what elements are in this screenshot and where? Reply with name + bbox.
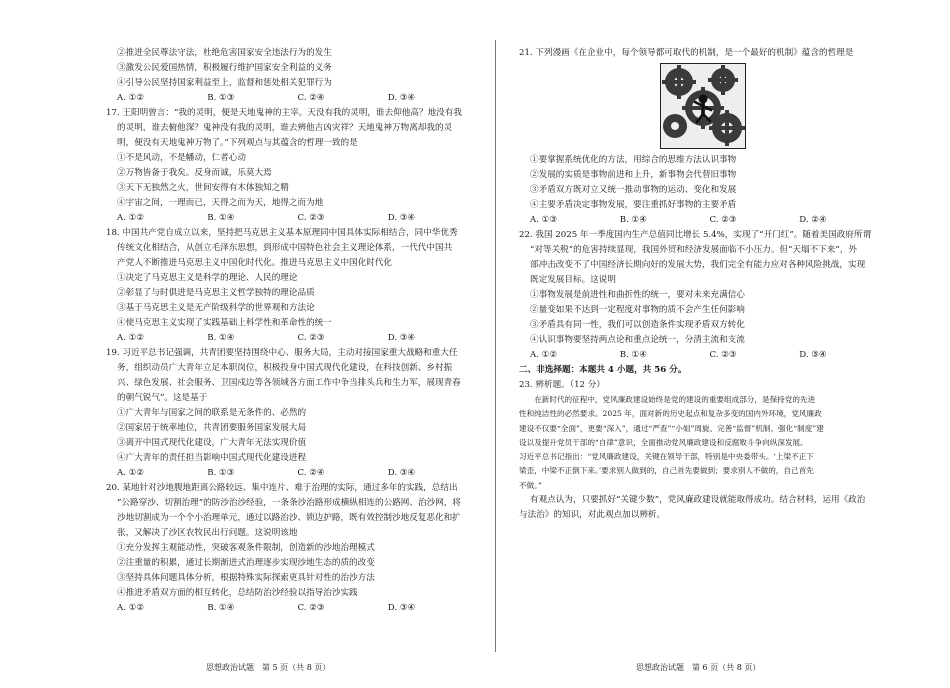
choice-a: A. ①② <box>117 333 145 343</box>
question-stem: 张，又解决了沙区农牧民出行问题。这说明该地 <box>117 528 298 538</box>
question-17 <box>106 106 478 226</box>
choice-d: D. ③④ <box>387 93 416 103</box>
choice-c: C. ②④ <box>297 468 325 478</box>
choice-b: B. ①④ <box>619 215 647 225</box>
option-item: ③激发公民爱国热情，积极履行维护国家安全利益的义务 <box>117 63 332 73</box>
material-text: 性和纯洁性的必然要求。2025 年，面对新的历史起点和复杂多变的国内外环境，党风廉政 <box>519 409 822 419</box>
question-stem: 的灵明，谁去俯他深？鬼神没有我的灵明，谁去辨他吉凶灾祥？天地鬼神万物离却我的灵 <box>117 123 453 133</box>
option-item: ②量变如果不达到一定程度对事物的质不会产生任何影响 <box>530 305 745 315</box>
material-text: 设以及提升党员干部的“自律”意识，全面推动党风廉政建设和反腐败斗争向纵深发展。 <box>519 437 808 447</box>
question-stem: 18. 中国共产党自成立以来，坚持把马克思主义基本原理同中国具体实际相结合，同中华优秀 <box>106 228 458 238</box>
question-stem: 20. 某地针对沙地腹地距离公路较远、集中连片、难于治理的实际，通过多年的实践，总结出 <box>106 483 458 493</box>
gear-machine-icon <box>661 64 745 148</box>
option-item: ①充分发挥主观能动性，突破客观条件限制，创造新的沙地治理模式 <box>117 543 375 553</box>
choice-c: C. ②③ <box>297 603 325 613</box>
option-item: ④使马克思主义实现了实践基础上科学性和革命性的统一 <box>117 318 332 328</box>
answer-choices <box>106 466 478 481</box>
question-stem: 既定发展目标。这说明 <box>530 275 616 285</box>
choice-b: B. ①③ <box>207 93 235 103</box>
question-22 <box>519 228 889 363</box>
question-stem: “对等关税”的危害持续显现，我国外贸和经济发展面临不小压力。但“天塌不下来”，外 <box>530 245 857 255</box>
choice-a: A. ①③ <box>530 215 558 225</box>
option-item: ①决定了马克思主义是科学的理论、人民的理论 <box>117 273 298 283</box>
question-heading: 23. 辨析题。（12 分） <box>519 380 605 390</box>
choice-d: D. ③④ <box>387 468 416 478</box>
choice-d: D. ③④ <box>387 333 416 343</box>
page-6-column <box>519 46 889 523</box>
question-18 <box>106 226 478 346</box>
material-text: 在新时代的征程中，党风廉政建设始终是党的建设的重要组成部分，是保持党的先进 <box>534 395 816 404</box>
option-item: ②彰显了与时俱进是马克思主义哲学独特的理论品质 <box>117 288 315 298</box>
choice-c: C. ②④ <box>297 93 325 103</box>
question-20 <box>106 481 478 616</box>
option-item: ④认识事物要坚持两点论和重点论统一，分清主流和支流 <box>530 335 745 345</box>
choice-b: B. ①④ <box>207 333 235 343</box>
option-item: ②注重量的积累，通过长期渐进式治理逐步实现沙地生态的质的改变 <box>117 558 375 568</box>
choice-a: A. ①② <box>117 468 145 478</box>
choice-d: D. ③④ <box>799 350 827 360</box>
question-stem: 17. 王阳明曾言：“我的灵明，便是天地鬼神的主宰。天没有我的灵明，谁去仰他高？地没有我 <box>106 108 462 118</box>
material-text: 梁歪，中梁不正倒下来。’要求别人做到的，自己首先要做到；要求别人不做的，自己首先 <box>519 466 814 476</box>
page-5-column <box>106 46 478 616</box>
option-item: ③基于马克思主义是无产阶级科学的世界观和方法论 <box>117 303 315 313</box>
material-text: 习近平总书记指出：“党风廉政建设，关键在领导干部，特别是中央委带头。‘上梁不正下 <box>519 452 814 462</box>
question-stem: 务，组织动员广大青年立足本职岗位，积极投身中国式现代化建设，在科技创新、乡村振 <box>117 363 453 373</box>
option-item: ③坚持具体问题具体分析，根据特殊实际探索更具针对性的治沙方法 <box>117 573 375 583</box>
question-stem: 产党人不断推进马克思主义中国化时代化。推进马克思主义中国化时代化 <box>117 258 393 268</box>
gears-cartoon-image <box>660 63 746 149</box>
option-item: ④宇宙之间，一理而已，天得之而为天，地得之而为地 <box>117 198 324 208</box>
page-footer-left: 思想政治试题 第 5 页（共 8 页） <box>206 663 331 672</box>
answer-choices <box>106 91 478 106</box>
material-text: 建设不仅要“全面”，更要“深入”，通过“严查”“小姐”周旋、完善“监督”机制、强化“制度”建 <box>519 423 824 433</box>
option-item: ②发展的实质是事物前进和上升，新事物会代替旧事物 <box>530 170 737 180</box>
choice-d: D. ③④ <box>387 603 416 613</box>
choice-c: C. ②③ <box>297 213 325 223</box>
question-stem: 19. 习近平总书记强调，共青团要坚持围绕中心、服务大局，主动对接国家重大战略和重大任 <box>106 348 458 358</box>
option-item: ④推进矛盾双方面的相互转化，总结防治沙经验以指导治沙实践 <box>117 588 358 598</box>
question-stem: 部冲击改变不了中国经济长期向好的发展大势，我们完全有能力应对各种风险挑战，实现 <box>530 260 866 270</box>
option-item: ①要掌握系统优化的方法，用综合的思维方法认识事物 <box>530 155 737 165</box>
option-item: ④主要矛盾决定事物发展，要注重抓好事物的主要矛盾 <box>530 200 737 210</box>
question-stem: 传统文化相结合，从创立毛泽东思想，到形成中国特色社会主义理论体系，一代代中国共 <box>117 243 453 253</box>
option-item: ①不是风动，不是幡动，仁者心动 <box>117 153 246 163</box>
q16-continued <box>106 46 478 106</box>
question-stem: 明，便没有天地鬼神万物了。”下列观点与其蕴含的哲理一致的是 <box>117 138 358 148</box>
question-stem: “公路穿沙、切割治理”的防沙治沙经验，一条条沙治路形成横纵相连的公路网、治沙网，将 <box>117 498 461 508</box>
answer-choices <box>106 601 478 616</box>
page-divider <box>495 40 496 652</box>
answer-choices <box>106 211 478 226</box>
choice-b: B. ①④ <box>207 603 235 613</box>
option-item: ②国家居于统率地位，共青团要服务国家发展大局 <box>117 423 307 433</box>
choice-a: A. ①② <box>530 350 558 360</box>
question-stem: 21. 下列漫画《在企业中，每个领导都可取代的机制，是一个最好的机制》蕴含的哲理是 <box>519 48 854 58</box>
answer-choices <box>519 213 889 228</box>
option-item: ②万物皆备于我矣。反身而诚，乐莫大焉 <box>117 168 272 178</box>
choice-c: C. ②③ <box>709 350 737 360</box>
question-stem: 沙地切割成为一个个小治理单元，通过以路治沙、锁边护路，既有效控制沙地反复恶化和扩 <box>117 513 461 523</box>
material-text: 不做。” <box>519 480 542 490</box>
question-19 <box>106 346 478 481</box>
choice-a: A. ①② <box>117 603 145 613</box>
answer-choices <box>519 348 889 363</box>
section-heading: 二、非选择题：本题共 4 小题，共 56 分。 <box>519 365 687 375</box>
option-item: ③矛盾双方既对立又统一推动事物的运动、变化和发展 <box>530 185 737 195</box>
question-stem: 兴、绿色发展、社会服务、卫国戍边等各领域各方面工作中争当排头兵和生力军，展现青春 <box>117 378 461 388</box>
option-item: ③天下无独然之火，世间安得有木体独知之精 <box>117 183 289 193</box>
choice-c: C. ②③ <box>709 215 737 225</box>
option-item: ④广大青年的责任担当影响中国式现代化建设进程 <box>117 453 307 463</box>
choice-d: D. ③④ <box>387 213 416 223</box>
option-item: ③矛盾具有同一性，我们可以创造条件实现矛盾双方转化 <box>530 320 745 330</box>
option-item: ①事物发展是前进性和曲折性的统一，要对未来充满信心 <box>530 290 745 300</box>
page-footer-right: 思想政治试题 第 6 页（共 8 页） <box>636 663 761 672</box>
choice-b: B. ①③ <box>207 468 235 478</box>
option-item: ①广大青年与国家之间的联系是无条件的、必然的 <box>117 408 307 418</box>
choice-a: A. ①② <box>117 93 145 103</box>
option-item: ②推进全民尊法守法，杜绝危害国家安全违法行为的发生 <box>117 48 332 58</box>
answer-choices <box>106 331 478 346</box>
choice-b: B. ①④ <box>207 213 235 223</box>
choice-b: B. ①④ <box>619 350 647 360</box>
question-prompt: 有观点认为，只要抓好“关键少数”，党风廉政建设就能取得成功。结合材料，运用《政治 <box>530 495 866 506</box>
option-item: ④引导公民坚持国家利益至上，监督和惩处相关犯罪行为 <box>117 78 332 88</box>
choice-c: C. ②③ <box>297 333 325 343</box>
question-prompt: 与法治》的知识，对此观点加以辨析。 <box>519 510 666 521</box>
question-stem: 的朝气锐气”。这是基于 <box>117 393 208 403</box>
choice-a: A. ①② <box>117 213 145 223</box>
question-stem: 22. 我国 2025 年一季度国内生产总值同比增长 5.4%，实现了“开门红”。随着美国政府所谓 <box>519 230 872 240</box>
question-21 <box>519 46 889 228</box>
choice-d: D. ②④ <box>799 215 827 225</box>
option-item: ③离开中国式现代化建设，广大青年无法实现价值 <box>117 438 307 448</box>
question-23 <box>519 378 889 523</box>
